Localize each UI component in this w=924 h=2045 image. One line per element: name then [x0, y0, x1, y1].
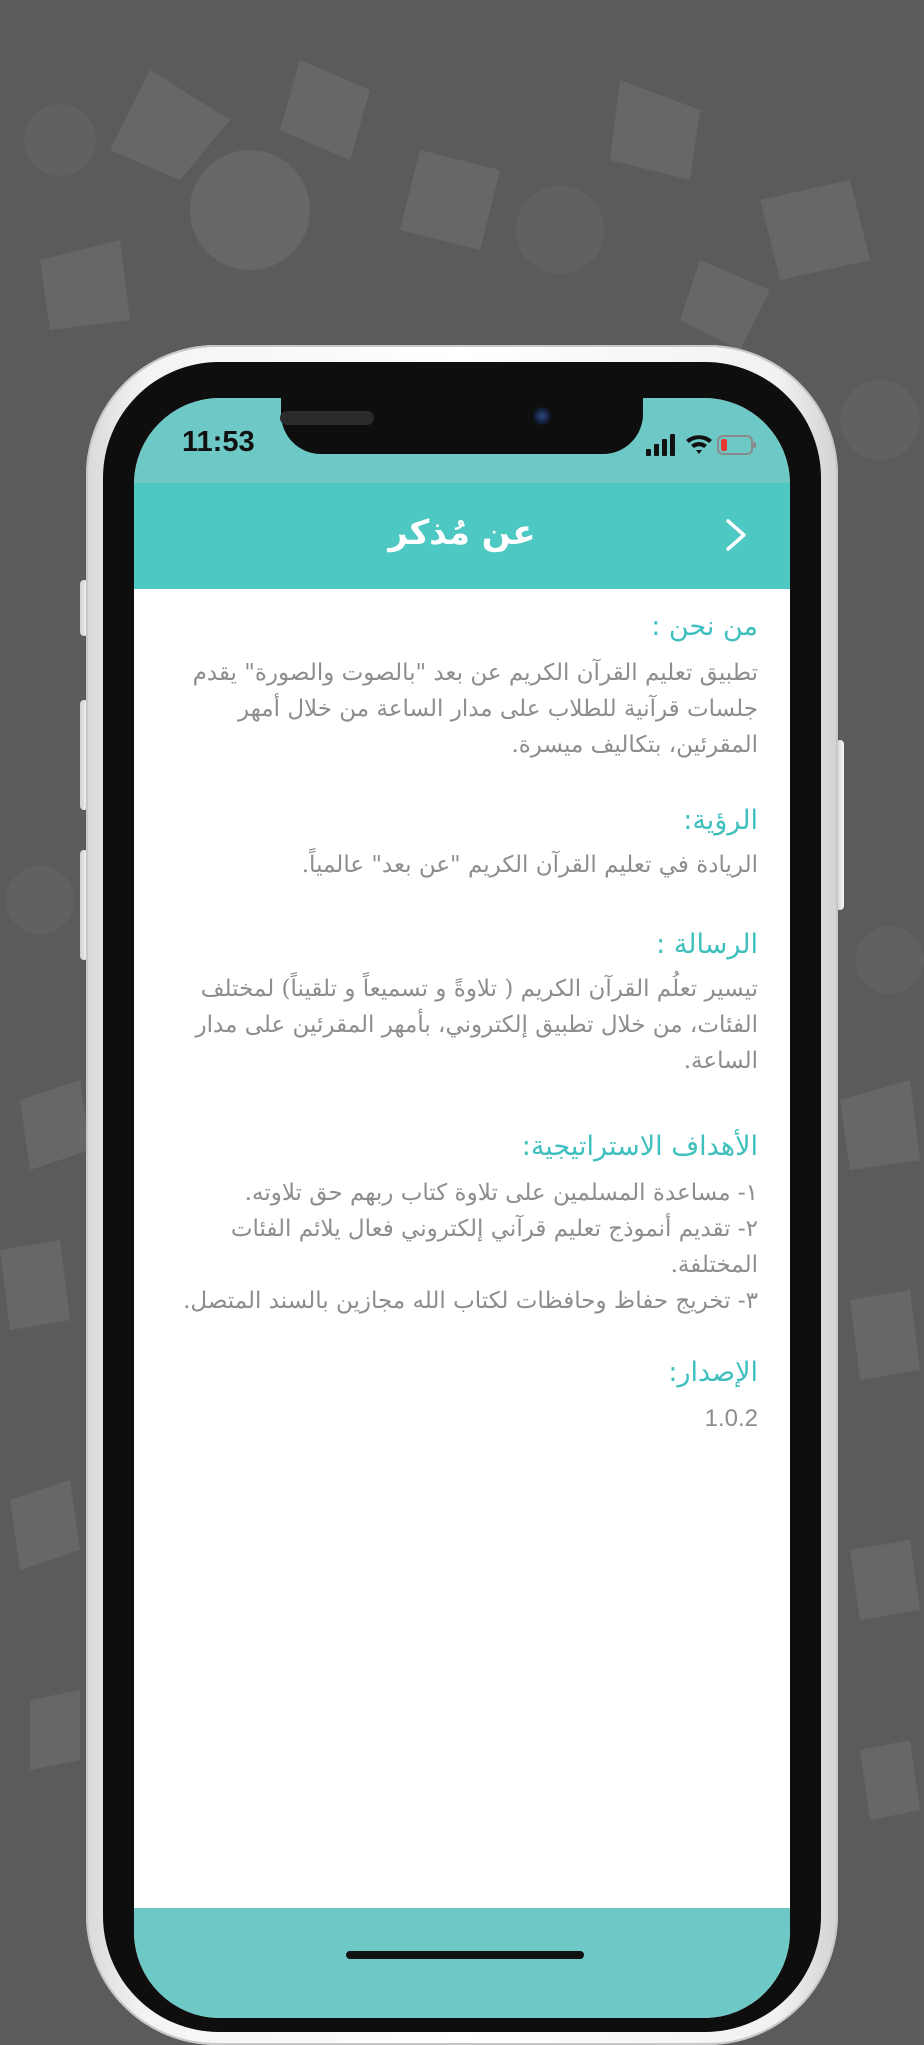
- vision-section: [164, 801, 758, 883]
- bottom-bar: [134, 1908, 790, 2018]
- vision-body: الريادة في تعليم القرآن الكريم "عن بعد" عالمياً.: [301, 852, 758, 878]
- mission-body: تيسير تعلُم القرآن الكريم ( تلاوةً و تسميعاً و تلقيناً) لمختلف الفئات، من خلال تطبيق إلكتروني، بأمهر المقرئين على مدار الساعة.: [195, 976, 758, 1074]
- goals-list: [164, 1175, 758, 1319]
- app-header: [134, 483, 790, 589]
- version-title: الإصدار:: [668, 1357, 758, 1388]
- goal-item: ١- مساعدة المسلمين على تلاوة كتاب ربهم حق تلاوته.: [244, 1180, 758, 1206]
- version-section: [164, 1353, 758, 1437]
- notch: [281, 398, 643, 454]
- status-time: 11:53: [182, 426, 255, 458]
- about-body: تطبيق تعليم القرآن الكريم عن بعد "بالصوت والصورة" يقدم جلسات قرآنية للطلاب على مدار الساعة من خلال أمهر المقرئين، بتكاليف ميسرة.: [192, 660, 758, 758]
- chevron-right-icon[interactable]: [718, 517, 754, 553]
- mission-section: [164, 925, 758, 1079]
- status-icons: [646, 432, 756, 458]
- phone-screen: [134, 398, 790, 2018]
- goal-item: ٣- تخريج حفاظ وحافظات لكتاب الله مجازين بالسند المتصل.: [183, 1288, 758, 1314]
- about-title: من نحن :: [651, 611, 758, 642]
- front-camera: [533, 407, 551, 425]
- goal-item: ٢- تقديم أنموذج تعليم قرآني إلكتروني فعال يلائم الفئات المختلفة.: [230, 1216, 758, 1278]
- signal-icon: [646, 434, 675, 456]
- version-value: 1.0.2: [704, 1405, 758, 1432]
- wifi-icon: [686, 435, 712, 454]
- goals-section: [164, 1127, 758, 1319]
- page-title: عن مُذكر: [388, 513, 536, 553]
- mission-title: الرسالة :: [656, 929, 758, 960]
- goals-title: الأهداف الاستراتيجية:: [521, 1131, 758, 1162]
- speaker-grille: [280, 411, 374, 425]
- battery-icon: [718, 436, 756, 454]
- home-indicator[interactable]: [346, 1951, 584, 1959]
- about-section: [164, 607, 758, 763]
- vision-title: الرؤية:: [683, 805, 758, 836]
